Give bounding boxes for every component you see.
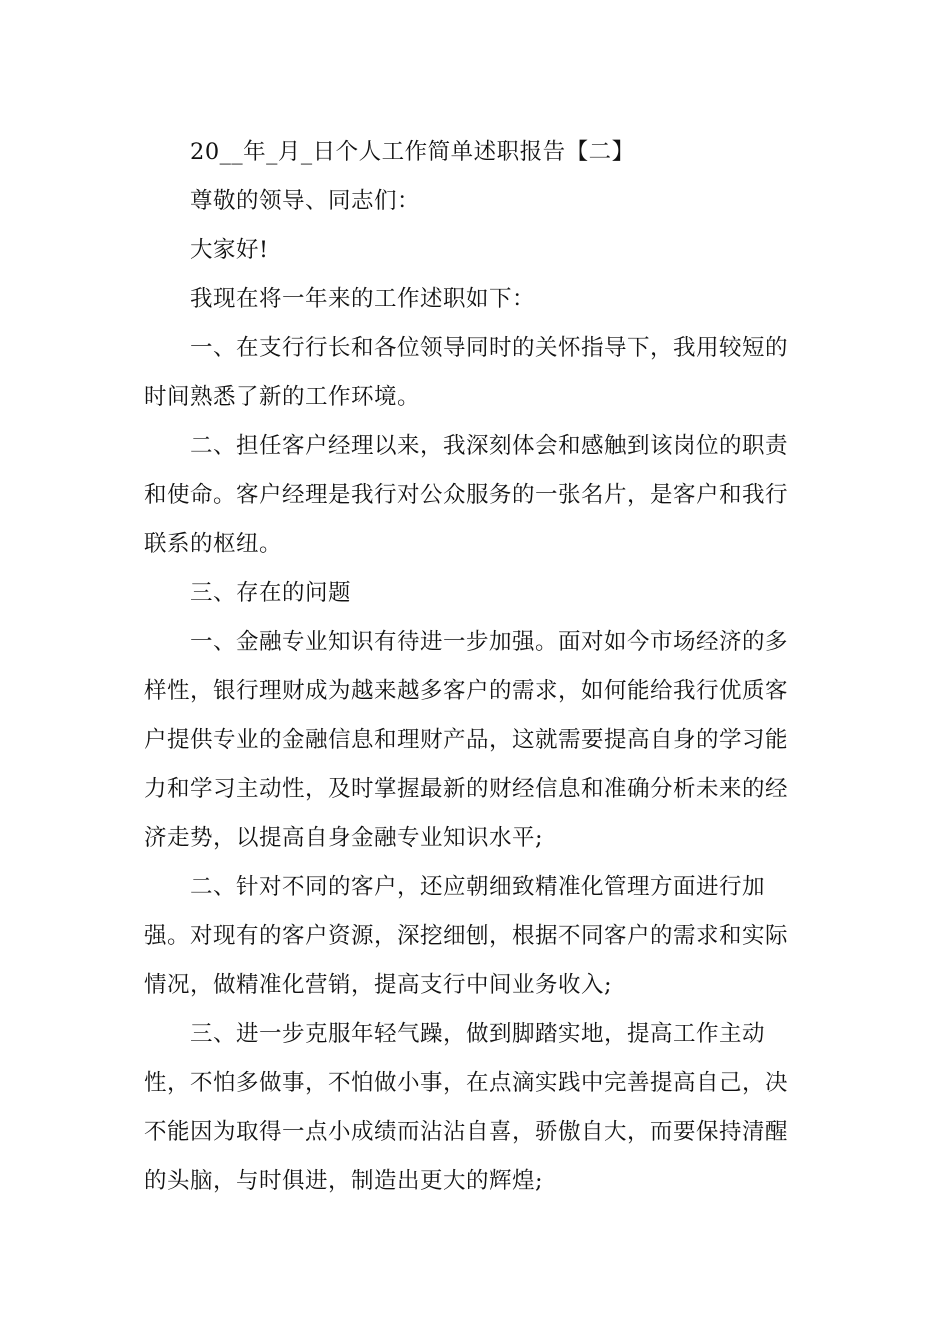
intro-paragraph: 我现在将一年来的工作述职如下：	[190, 286, 536, 312]
section-heading-problems: 三、存在的问题	[190, 580, 352, 606]
greeting: 尊敬的领导、同志们：	[190, 188, 421, 214]
document-body	[144, 128, 806, 1206]
paragraph-2: 二、担任客户经理以来，我深刻体会和感触到该岗位的职责和使命。客户经理是我行对公众服务的一张名片，是客户和我行联系的枢纽。	[144, 433, 789, 557]
paragraph-4: 一、金融专业知识有待进一步加强。面对如今市场经济的多样性，银行理财成为越来越多客户的需求，如何能给我行优质客户提供专业的金融信息和理财产品，这就需要提高自身的学习能力和学习主动性，及时掌握最新的财经信息和准确分析未来的经济走势，以提高自身金融专业知识水平;	[144, 629, 789, 851]
paragraph-1: 一、在支行行长和各位领导同时的关怀指导下，我用较短的时间熟悉了新的工作环境。	[144, 335, 789, 410]
paragraph-6: 三、进一步克服年轻气躁，做到脚踏实地，提高工作主动性，不怕多做事，不怕做小事，在点滴实践中完善提高自己，决不能因为取得一点小成绩而沾沾自喜，骄傲自大，而要保持清醒的头脑，与时俱进，制造出更大的辉煌;	[144, 1021, 789, 1194]
document-title: 20__年_月_日个人工作简单述职报告【二】	[190, 139, 635, 165]
paragraph-5: 二、针对不同的客户，还应朝细致精准化管理方面进行加强。对现有的客户资源，深挖细刨，根据不同客户的需求和实际情况，做精准化营销，提高支行中间业务收入;	[144, 874, 789, 998]
salutation: 大家好!	[190, 237, 269, 263]
